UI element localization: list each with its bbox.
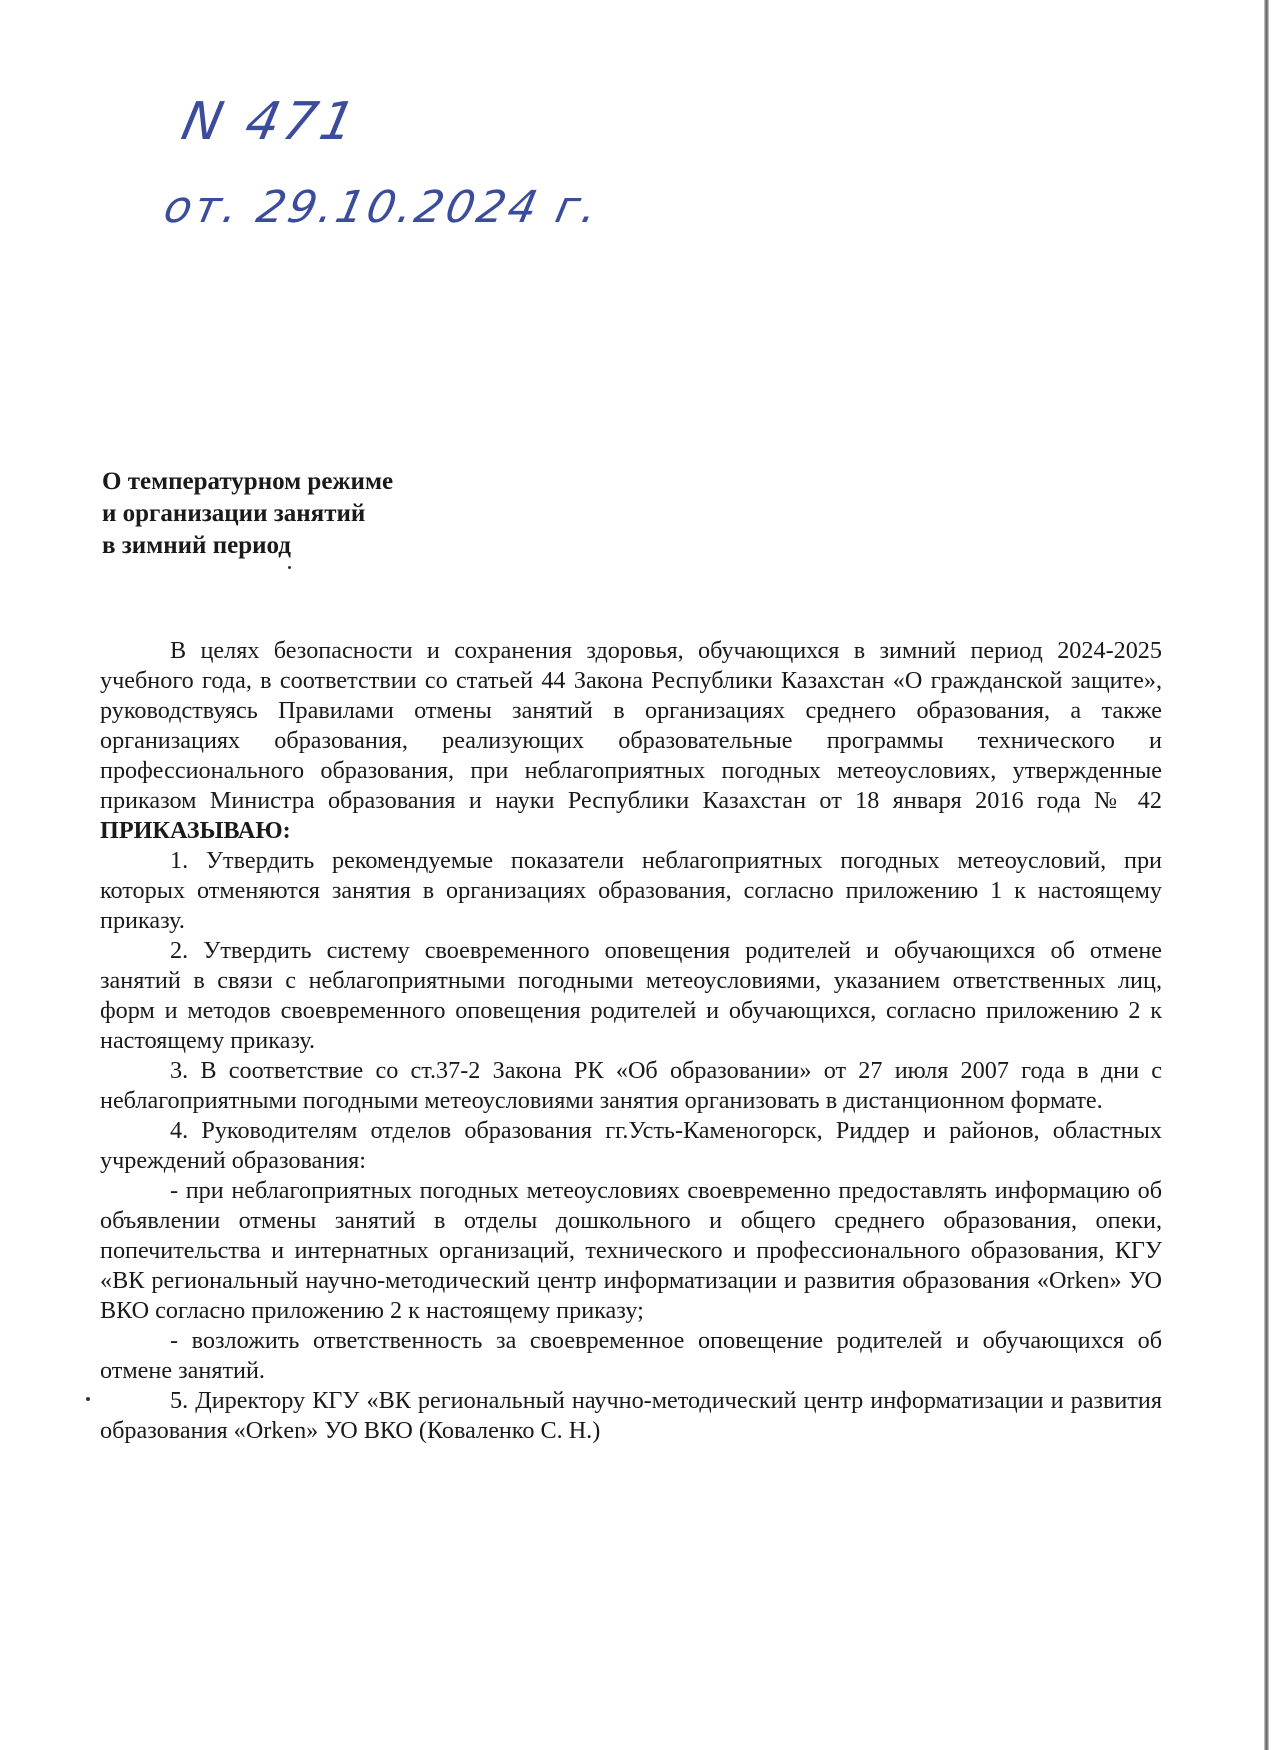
title-line: в зимний период: [102, 532, 291, 559]
order-item-4-subpoint: - при неблагоприятных погодных метеоусловиях своевременно предоставлять информацию об объявлении отмены занятий в отделы дошкольного и общего среднего образования, опеки, попечительства и интернатных организаций, технического и профессионального образования, КГУ «ВК региональный научно-методический центр информатизации и развития образования «Orken» УО ВКО согласно приложению 2 к настоящему приказу;: [100, 1177, 1162, 1324]
order-item-2: 2. Утвердить систему своевременного оповещения родителей и обучающихся об отмене занятий в связи с неблагоприятными погодными метеоусловиями, указанием ответственных лиц, форм и методов своевременного оповещения родителей и обучающихся, согласно приложению 2 к настоящему приказу.: [100, 937, 1162, 1054]
preamble-paragraph: [100, 636, 1162, 846]
scan-edge-shadow: [1264, 0, 1269, 1750]
order-item-4-subpoint: - возложить ответственность за своевременное оповещение родителей и обучающихся об отмене занятий.: [100, 1327, 1162, 1384]
document-body: [100, 636, 1162, 1446]
handwritten-order-number: N 471: [176, 92, 365, 152]
document-title: [102, 466, 393, 562]
order-word: ПРИКАЗЫВАЮ:: [100, 817, 291, 844]
preamble-text: В целях безопасности и сохранения здоровья, обучающихся в зимний период 2024-2025 учебного года, в соответствии со статьей 44 Закона Республики Казахстан «О гражданской защите», руководствуясь Правилами отмены занятий в организациях среднего образования, а также организациях образования, реализующих образовательные программы технического и профессионального образования, при неблагоприятных погодных метеоусловиях, утвержденные приказом Министра образования и науки Республики Казахстан от 18 января 2016 года № 42: [100, 637, 1162, 814]
handwritten-order-date: от. 29.10.2024 г.: [159, 182, 605, 233]
order-item-1: 1. Утвердить рекомендуемые показатели неблагоприятных погодных метеоусловий, при которых отменяются занятия в организациях образования, согласно приложению 1 к настоящему приказу.: [100, 847, 1162, 934]
order-item-3: 3. В соответствие со ст.37-2 Закона РК «Об образовании» от 27 июля 2007 года в дни с неблагоприятными погодными метеоусловиями занятия организовать в дистанционном формате.: [100, 1057, 1162, 1114]
scan-speck: [288, 566, 291, 569]
scan-speck: [86, 1397, 90, 1401]
title-line: и организации занятий: [102, 500, 366, 527]
order-item-4: 4. Руководителям отделов образования гг.Усть-Каменогорск, Риддер и районов, областных учреждений образования:: [100, 1117, 1162, 1174]
title-line: О температурном режиме: [102, 468, 394, 495]
order-item-5: 5. Директору КГУ «ВК региональный научно-методический центр информатизации и развития образования «Orken» УО ВКО (Коваленко С. Н.): [100, 1387, 1162, 1444]
